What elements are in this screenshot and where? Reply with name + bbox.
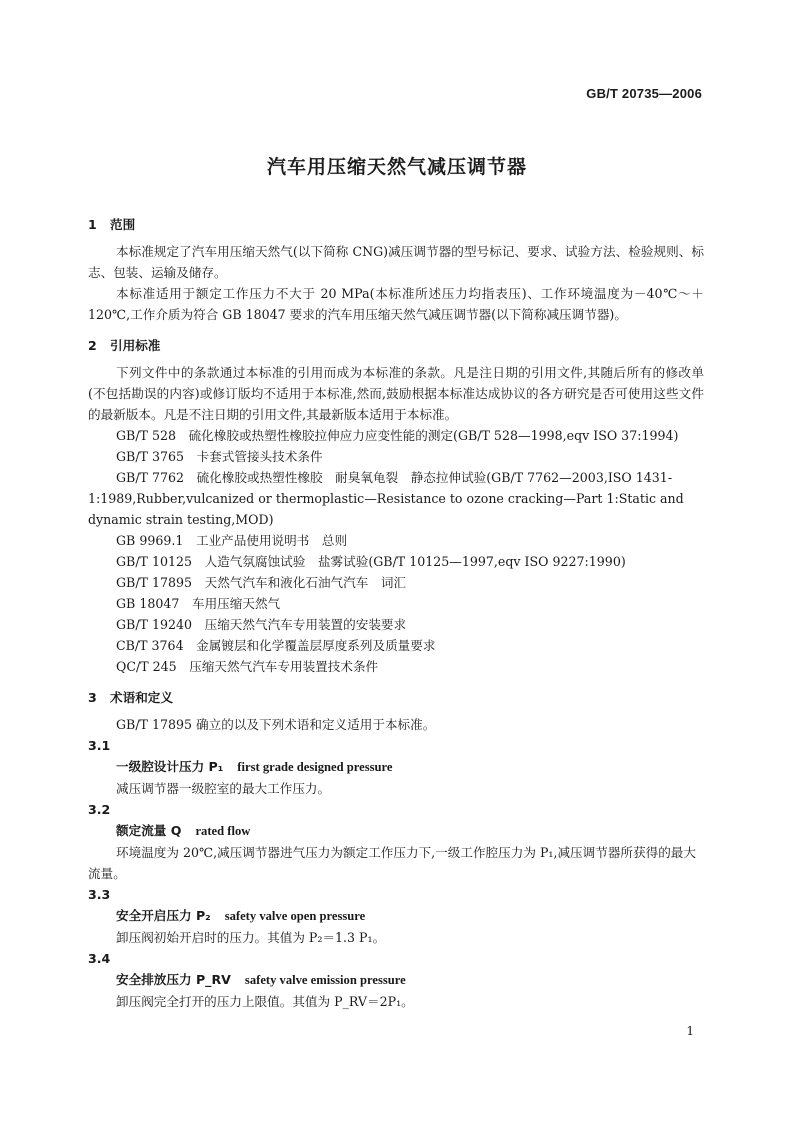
reference-item: GB 18047 车用压缩天然气 bbox=[116, 596, 281, 611]
reference-item: QC/T 245 压缩天然气汽车专用装置技术条件 bbox=[116, 659, 379, 674]
document-body bbox=[88, 214, 704, 1012]
reference-item: GB/T 7762 硫化橡胶或热塑性橡胶 耐臭氧龟裂 静态拉伸试验(GB/T 7762—2003,ISO 1431-1:1989,Rubber,vulcanized or thermoplastic—Resistance to ozone cracking—Part 1:Static and dynamic strain testing,MOD) bbox=[88, 470, 684, 527]
term-definition: 卸压阀初始开启时的压力。其值为 P₂＝1.3 P₁。 bbox=[116, 930, 386, 945]
term-heading bbox=[88, 756, 704, 778]
section-number: 1 bbox=[88, 217, 97, 232]
reference-item: GB 9969.1 工业产品使用说明书 总则 bbox=[116, 533, 348, 548]
page-number: 1 bbox=[686, 1024, 694, 1038]
reference-item: GB/T 17895 天然气汽车和液化石油气汽车 词汇 bbox=[116, 575, 407, 590]
section-heading-1 bbox=[88, 214, 704, 235]
term-definition: 卸压阀完全打开的压力上限值。其值为 P_RV＝2P₁。 bbox=[116, 994, 414, 1009]
reference-item: GB/T 528 硫化橡胶或热塑性橡胶拉伸应力应变性能的测定(GB/T 528—1998,eqv ISO 37:1994) bbox=[116, 428, 679, 443]
paragraph: GB/T 17895 确立的以及下列术语和定义适用于本标准。 bbox=[116, 717, 436, 732]
section-number: 2 bbox=[88, 338, 97, 353]
term-cn: 额定流量 Q bbox=[116, 823, 182, 838]
term-heading bbox=[88, 905, 704, 927]
term-en: rated flow bbox=[195, 824, 251, 838]
reference-item: GB/T 3765 卡套式管接头技术条件 bbox=[116, 449, 323, 464]
term-number: 3.1 bbox=[88, 738, 111, 753]
term-cn: 一级腔设计压力 P₁ bbox=[116, 759, 224, 774]
reference-item: GB/T 19240 压缩天然气汽车专用装置的安装要求 bbox=[116, 617, 407, 632]
term-definition: 环境温度为 20℃,减压调节器进气压力为额定工作压力下,一级工作腔压力为 P₁,减压调节器所获得的最大流量。 bbox=[88, 845, 696, 881]
term-en: first grade designed pressure bbox=[237, 760, 393, 774]
section-title: 术语和定义 bbox=[110, 690, 173, 705]
paragraph: 下列文件中的条款通过本标准的引用而成为本标准的条款。凡是注日期的引用文件,其随后所有的修改单(不包括勘误的内容)或修订版均不适用于本标准,然而,鼓励根据本标准达成协议的各方研究是否可使用这些文件的最新版本。凡是不注日期的引用文件,其最新版本适用于本标准。 bbox=[88, 365, 704, 422]
term-number: 3.3 bbox=[88, 887, 111, 902]
term-en: safety valve open pressure bbox=[224, 909, 366, 923]
section-number: 3 bbox=[88, 690, 97, 705]
term-cn: 安全排放压力 P_RV bbox=[116, 972, 231, 987]
section-heading-3 bbox=[88, 687, 704, 708]
standard-code: GB/T 20735—2006 bbox=[586, 86, 702, 101]
term-number: 3.4 bbox=[88, 951, 111, 966]
term-number: 3.2 bbox=[88, 802, 111, 817]
section-heading-2 bbox=[88, 335, 704, 356]
paragraph: 本标准适用于额定工作压力不大于 20 MPa(本标准所述压力均指表压)、工作环境温度为－40℃～＋120℃,工作介质为符合 GB 18047 要求的汽车用压缩天然气减压调节器(以下简称减压调节器)。 bbox=[88, 286, 704, 322]
reference-item: CB/T 3764 金属镀层和化学覆盖层厚度系列及质量要求 bbox=[116, 638, 436, 653]
reference-item: GB/T 10125 人造气氛腐蚀试验 盐雾试验(GB/T 10125—1997,eqv ISO 9227:1990) bbox=[116, 554, 626, 569]
section-title: 范围 bbox=[110, 217, 136, 232]
term-heading bbox=[88, 820, 704, 842]
term-cn: 安全开启压力 P₂ bbox=[116, 908, 211, 923]
paragraph: 本标准规定了汽车用压缩天然气(以下简称 CNG)减压调节器的型号标记、要求、试验方法、检验规则、标志、包装、运输及储存。 bbox=[88, 244, 704, 280]
term-en: safety valve emission pressure bbox=[244, 973, 406, 987]
section-title: 引用标准 bbox=[110, 338, 161, 353]
term-heading bbox=[88, 969, 704, 991]
document-title: 汽车用压缩天然气减压调节器 bbox=[266, 156, 527, 178]
term-definition: 减压调节器一级腔室的最大工作压力。 bbox=[116, 781, 331, 796]
